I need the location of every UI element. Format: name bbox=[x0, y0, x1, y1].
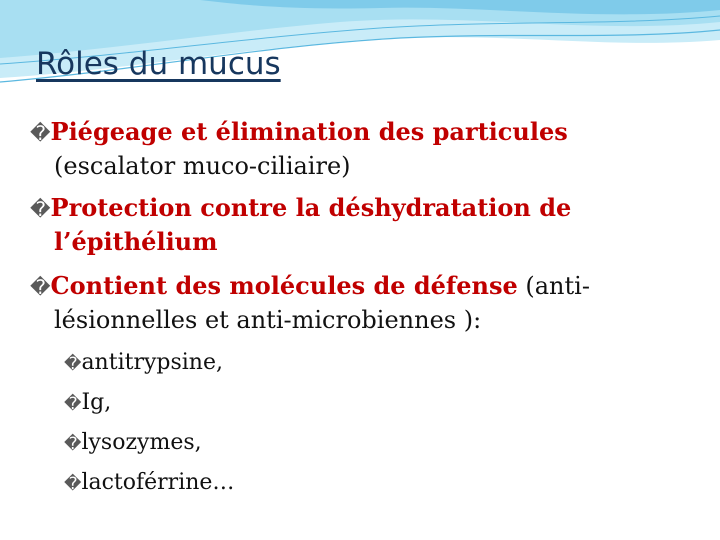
bullet-icon: � bbox=[30, 197, 51, 221]
sub-item-1 bbox=[64, 350, 223, 377]
bullet-item-3 bbox=[30, 272, 590, 301]
bullet-icon: � bbox=[64, 394, 82, 414]
bullet-item-2 bbox=[30, 194, 571, 223]
bullet-icon: � bbox=[64, 474, 82, 494]
sub-item-text: lactoférrine… bbox=[81, 470, 235, 495]
slide-title: Rôles du mucus bbox=[36, 46, 281, 82]
bullet-emphasis: Contient des molécules de défense bbox=[50, 271, 518, 300]
bullet-icon: � bbox=[64, 354, 82, 374]
bullet-text: (anti- bbox=[517, 272, 590, 300]
bullet-icon: � bbox=[30, 121, 51, 145]
sub-item-text: lysozymes, bbox=[81, 430, 202, 455]
bullet-emphasis: Piégeage et élimination des particules bbox=[50, 117, 568, 146]
sub-item-text: Ig, bbox=[81, 390, 112, 415]
bullet-icon: � bbox=[30, 275, 51, 299]
bullet-emphasis: Protection contre la déshydratation de bbox=[50, 193, 572, 222]
sub-item-text: antitrypsine, bbox=[81, 350, 223, 375]
bullet-continuation: l’épithélium bbox=[54, 227, 218, 256]
bullet-icon: � bbox=[64, 434, 82, 454]
sub-item-2 bbox=[64, 390, 111, 417]
sub-item-4 bbox=[64, 470, 234, 497]
sub-item-3 bbox=[64, 430, 202, 457]
bullet-item-1 bbox=[30, 118, 568, 147]
bullet-continuation: (escalator muco-ciliaire) bbox=[54, 152, 351, 180]
bullet-continuation: lésionnelles et anti-microbiennes ): bbox=[54, 306, 482, 334]
